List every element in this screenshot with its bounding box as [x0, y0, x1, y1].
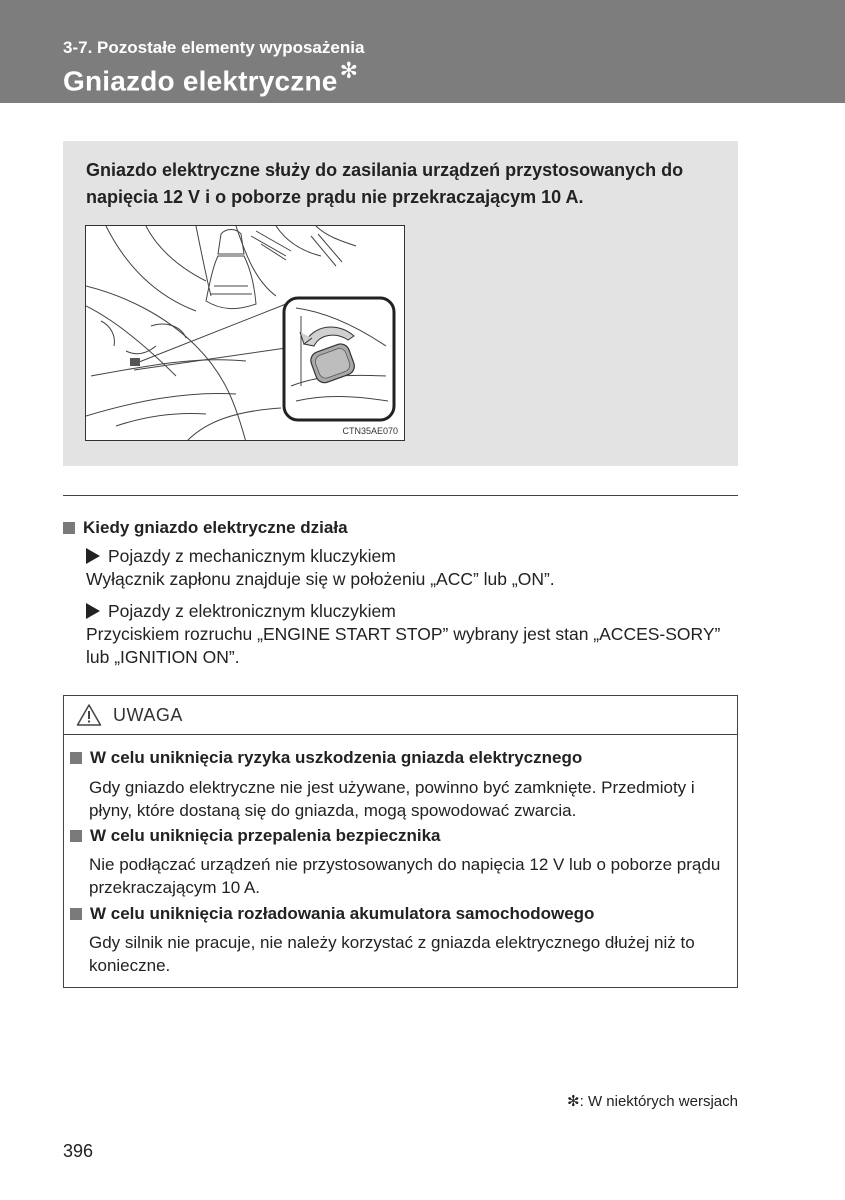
condition-electronic-key: [86, 600, 738, 669]
condition-label-text: Pojazdy z mechanicznym kluczykiem: [108, 546, 396, 566]
footnote: ✻: W niektórych wersjach: [567, 1093, 738, 1110]
intro-text: Gniazdo elektryczne służy do zasilania urządzeń przystosowanych do napięcia 12 V i o poborze prądu nie przekraczającym 10 A.: [86, 160, 684, 207]
when-heading: [63, 518, 348, 538]
when-heading-text: Kiedy gniazdo elektryczne działa: [83, 518, 348, 537]
warning-item-heading-text: W celu uniknięcia rozładowania akumulatora samochodowego: [90, 904, 595, 923]
condition-mechanical-key: [86, 545, 738, 591]
square-bullet-icon: [70, 752, 82, 764]
section-title: 3-7. Pozostałe elementy wyposażenia: [63, 38, 365, 57]
power-outlet-illustration: [85, 225, 405, 441]
square-bullet-icon: [70, 908, 82, 920]
figure-code: CTN35AE070: [342, 426, 398, 436]
page-title-text: Gniazdo elektryczne: [63, 65, 338, 97]
condition-label-text: Pojazdy z elektronicznym kluczykiem: [108, 601, 396, 621]
condition-label: [86, 600, 738, 623]
divider: [63, 495, 738, 496]
warning-item-heading-text: W celu uniknięcia ryzyka uszkodzenia gniazda elektrycznego: [90, 748, 583, 767]
condition-text: Przyciskiem rozruchu „ENGINE START STOP” wybrany jest stan „ACCES-SORY” lub „IGNITION ON”.: [86, 624, 721, 667]
warning-box: [63, 695, 738, 988]
warning-item-text: Gdy gniazdo elektryczne nie jest używane, powinno być zamknięte. Przedmioty i płyny, które dostaną się do gniazda, mogą spowodować zwarcia.: [89, 778, 695, 820]
warning-item-heading: [70, 826, 441, 846]
warning-item-heading-text: W celu uniknięcia przepalenia bezpiecznika: [90, 826, 441, 845]
page-header: [0, 0, 845, 103]
outlet-location-marker: [130, 358, 140, 366]
square-bullet-icon: [63, 522, 75, 534]
page-number: 396: [63, 1141, 94, 1161]
console-drawing: [86, 226, 405, 441]
triangle-bullet-icon: [86, 548, 100, 564]
warning-item-text: Gdy silnik nie pracuje, nie należy korzystać z gniazda elektrycznego dłużej niż to konieczne.: [89, 933, 695, 975]
condition-label: [86, 545, 738, 568]
warning-item-heading: [70, 748, 582, 768]
condition-text: Wyłącznik zapłonu znajduje się w położeniu „ACC” lub „ON”.: [86, 569, 555, 589]
intro-box: [63, 141, 738, 466]
warning-label: UWAGA: [113, 705, 183, 725]
triangle-bullet-icon: [86, 603, 100, 619]
warning-item-text: Nie podłączać urządzeń nie przystosowanych do napięcia 12 V lub o poborze prądu przekraczającym 10 A.: [89, 855, 721, 897]
warning-header: [64, 696, 737, 735]
warning-triangle-icon: [76, 703, 102, 727]
page-title: [63, 60, 358, 97]
warning-item-heading: [70, 904, 594, 924]
square-bullet-icon: [70, 830, 82, 842]
asterisk-mark: ✻: [339, 58, 359, 83]
